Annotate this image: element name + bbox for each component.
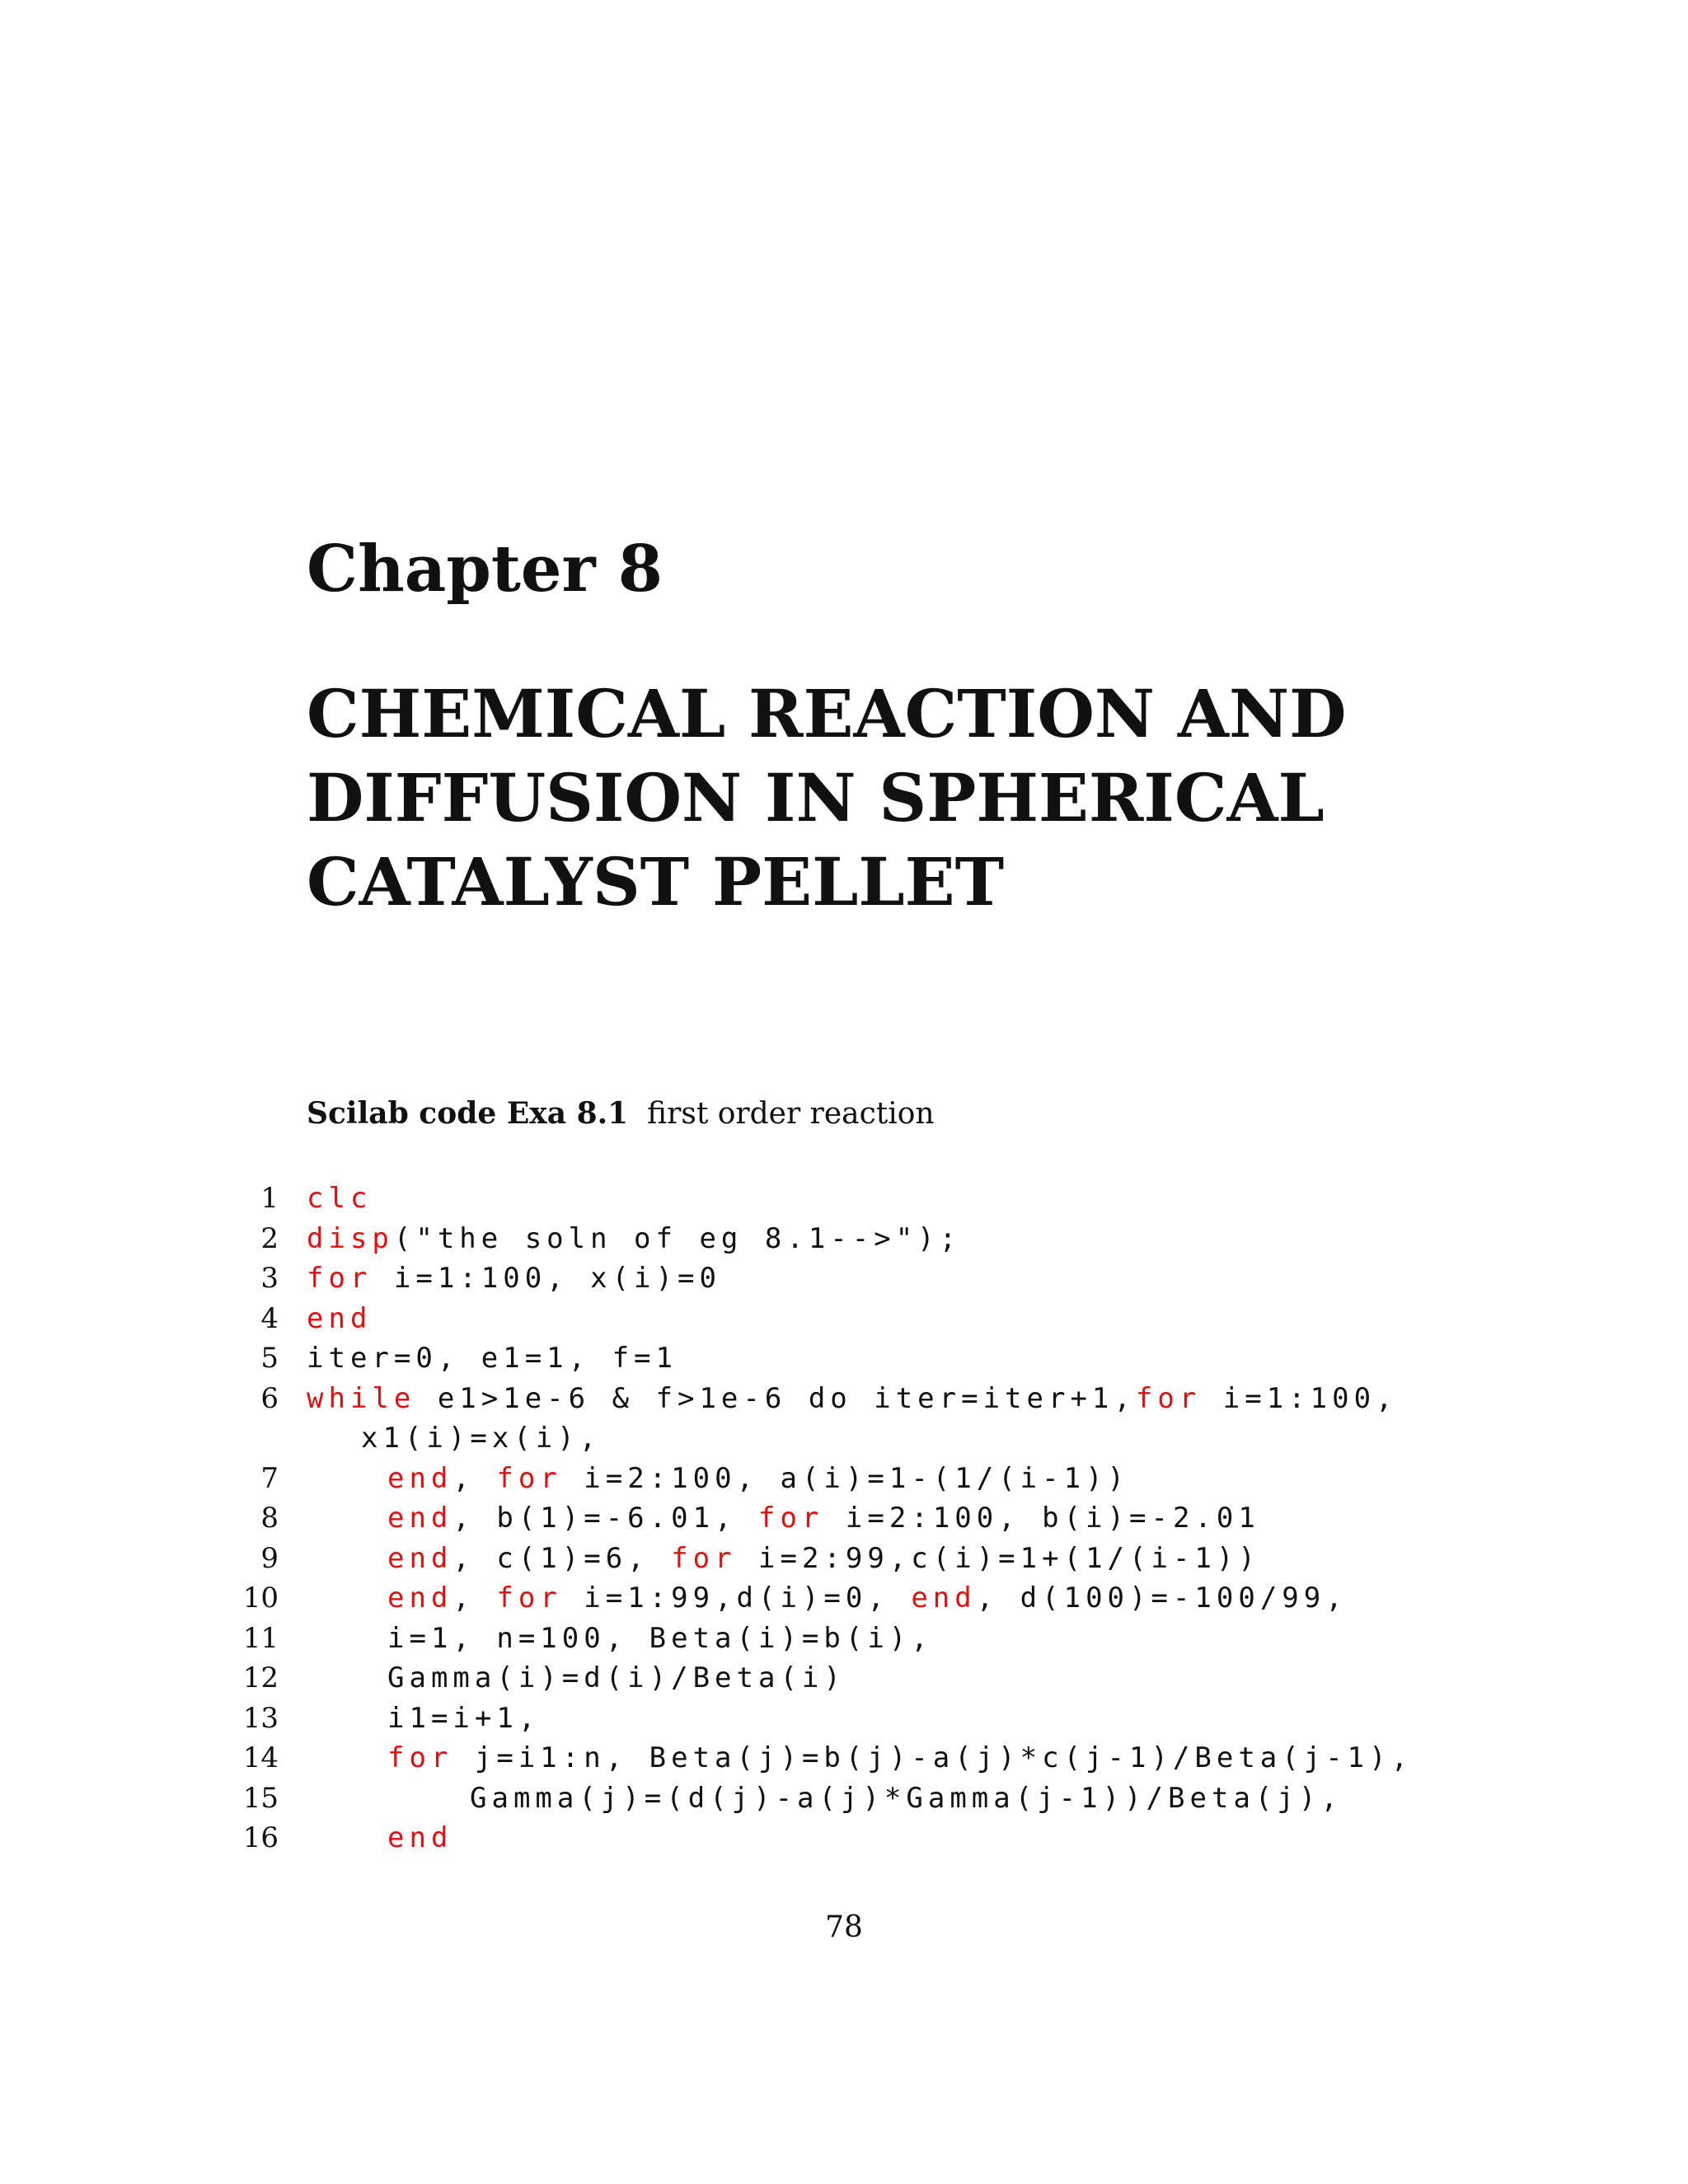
line-number: 7 [260,1461,279,1495]
code-token: , [452,1582,497,1615]
code-text [387,1738,1413,1779]
code-keyword: for [307,1262,373,1295]
code-line [0,1258,1688,1299]
line-number: 15 [242,1781,279,1815]
chapter-title-line: CATALYST PELLET [307,843,1005,921]
code-text [361,1418,601,1459]
code-keyword: disp [307,1221,394,1255]
code-line [0,1738,1688,1779]
line-number: 12 [242,1661,279,1694]
code-text [470,1779,1343,1819]
code-caption-text: first order reaction [647,1097,935,1131]
code-keyword: end [387,1502,453,1535]
code-token: , b(1)=-6.01, [452,1502,758,1535]
code-token: ("the soln of eg 8.1-->"); [393,1221,962,1255]
code-keyword: while [307,1381,416,1415]
code-token: , c(1)=6, [452,1541,672,1575]
code-token: i=1:100, x(i)=0 [372,1262,721,1295]
code-token: i=2:100, b(i)=-2.01 [823,1502,1260,1535]
code-line [0,1179,1688,1219]
code-text [387,1818,452,1858]
chapter-label: Chapter 8 [307,532,663,607]
code-token: i=1:100, [1201,1381,1398,1415]
line-number: 4 [260,1301,279,1335]
code-keyword: end [387,1461,453,1495]
code-token: i=1:99,d(i)=0, [561,1582,912,1615]
code-line [0,1619,1688,1659]
line-number: 2 [260,1221,279,1255]
code-text [387,1498,1260,1539]
code-line [0,1338,1688,1379]
code-keyword: for [496,1582,562,1615]
code-text [307,1338,678,1379]
line-number: 3 [260,1262,279,1295]
code-caption-label: Scilab code Exa 8.1 [307,1096,629,1131]
code-keyword: end [387,1541,453,1575]
code-token: , d(100)=-100/99, [976,1582,1348,1615]
line-number: 5 [260,1342,279,1375]
code-text [307,1219,961,1259]
code-token: iter=0, e1=1, f=1 [307,1342,678,1375]
code-token: i1=i+1, [387,1701,541,1735]
code-keyword: for [758,1502,824,1535]
code-text [307,1379,1398,1419]
code-line [0,1539,1688,1579]
code-text [307,1258,721,1299]
chapter-title-line: CHEMICAL REACTION AND [307,675,1347,752]
code-line [0,1779,1688,1819]
code-caption [307,1096,935,1131]
code-keyword: for [387,1741,453,1774]
code-keyword: end [911,1582,977,1615]
code-token: Gamma(i)=d(i)/Beta(i) [387,1661,846,1694]
code-token: i=1, n=100, Beta(i)=b(i), [387,1621,933,1655]
code-keyword: clc [307,1182,373,1215]
code-token: x1(i)=x(i), [361,1422,602,1455]
code-text [387,1658,846,1699]
code-line [0,1658,1688,1699]
line-number: 11 [242,1621,279,1655]
code-token: e1>1e-6 & f>1e-6 do iter=iter+1, [415,1381,1136,1415]
line-number: 9 [260,1541,279,1575]
code-line [0,1459,1688,1499]
code-keyword: end [387,1821,453,1854]
code-line [0,1578,1688,1619]
code-keyword: for [496,1461,562,1495]
code-line [0,1418,1688,1459]
line-number: 10 [242,1582,279,1615]
code-token: j=i1:n, Beta(j)=b(j)-a(j)*c(j-1)/Beta(j-1), [452,1741,1414,1774]
code-line [0,1498,1688,1539]
code-text [307,1179,372,1219]
line-number: 1 [260,1182,279,1215]
code-text [387,1699,540,1739]
line-number: 16 [242,1821,279,1854]
code-line [0,1299,1688,1339]
code-line [0,1699,1688,1739]
chapter-title-line: DIFFUSION IN SPHERICAL [307,759,1325,837]
code-keyword: end [307,1301,373,1335]
line-number: 14 [242,1741,279,1774]
chapter-title [307,672,1403,924]
line-number: 6 [260,1381,279,1415]
code-token: i=2:100, a(i)=1-(1/(i-1)) [561,1461,1130,1495]
code-listing [0,1179,1688,1858]
code-token: , [452,1461,497,1495]
code-text [387,1578,1348,1619]
code-text [387,1539,1260,1579]
page-number: 78 [825,1910,863,1944]
code-token: i=2:99,c(i)=1+(1/(i-1)) [736,1541,1260,1575]
code-line [0,1818,1688,1858]
line-number: 8 [260,1502,279,1535]
code-keyword: end [387,1582,453,1615]
code-text [387,1619,933,1659]
code-line [0,1219,1688,1259]
code-token: Gamma(j)=(d(j)-a(j)*Gamma(j-1))/Beta(j), [470,1781,1343,1815]
code-text [387,1459,1129,1499]
code-text [307,1299,372,1339]
code-keyword: for [671,1541,737,1575]
line-number: 13 [242,1701,279,1735]
code-line [0,1379,1688,1419]
code-keyword: for [1135,1381,1202,1415]
